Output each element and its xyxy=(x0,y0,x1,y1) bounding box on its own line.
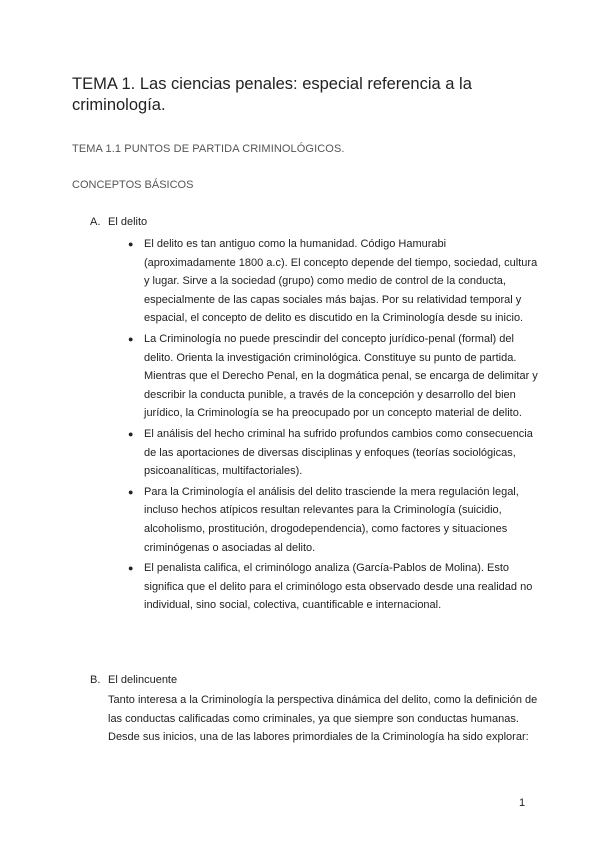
section-header xyxy=(90,671,540,689)
bullet-icon: ● xyxy=(128,563,134,574)
page-number: 1 xyxy=(519,797,526,809)
section-paragraph: Tanto interesa a la Criminología la perspectiva dinámica del delito, como la definición de las conductas calificadas como criminales, ya que siempre son conductas humanas. Desde sus inicios, una de las labores primordiales de la Criminología ha sido explorar: xyxy=(108,694,538,744)
section-heading: CONCEPTOS BÁSICOS xyxy=(72,179,194,191)
bullet-icon: ● xyxy=(128,428,134,439)
list-item: ● La Criminología no puede prescindir del concepto jurídico-penal (formal) del delito. Orienta la investigación criminológica. Constituye su punto de partida. Mientras que el Derecho Penal, en la dogmática penal, se encarga de delimitar y describir la conducta punible, a través de la concepción y desarrollo del bien jurídico, la Criminología se ha preocupado por un concepto material de delito. xyxy=(90,330,540,423)
section-header xyxy=(90,213,540,231)
bullet-icon: ● xyxy=(128,239,134,249)
list-item: ● El delito es tan antiguo como la humanidad. Código Hamurabi (aproximadamente 1800 a.c). El concepto depende del tiempo, sociedad, cultura y lugar. Sirve a la sociedad (grupo) como medio de control de la conducta, especialmente de las capas sociales más bajas. Por su relatividad temporal y espacial, el concepto de delito es discutido en la Criminología desde su inicio. xyxy=(90,235,540,328)
list-item: ● Para la Criminología el análisis del delito trasciende la mera regulación legal, incluso hechos atípicos resultan relevantes para la Criminología (suicidio, alcoholismo, prostitución, drogodependencia), como factores y situaciones criminógenas o asociadas al delito. xyxy=(90,483,540,557)
bullet-icon: ● xyxy=(128,333,134,344)
section-delito xyxy=(90,213,540,617)
section-title: El delito xyxy=(108,216,148,228)
bullet-icon: ● xyxy=(128,486,134,497)
subtitle: TEMA 1.1 PUNTOS DE PARTIDA CRIMINOLÓGICOS. xyxy=(72,143,345,155)
page-title: TEMA 1. Las ciencias penales: especial referencia a la criminología. xyxy=(72,75,472,114)
section-delincuente xyxy=(90,671,540,747)
section-letter: A. xyxy=(90,216,101,228)
bullet-list xyxy=(90,235,540,615)
list-item: ● El penalista califica, el criminólogo analiza (García-Pablos de Molina). Esto significa que el delito para el criminólogo esta observado desde una realidad no individual, sino social, colectiva, cuantificable e internacional. xyxy=(90,559,540,615)
section-letter: B. xyxy=(90,674,101,686)
section-title: El delincuente xyxy=(108,674,178,686)
list-item: ● El análisis del hecho criminal ha sufrido profundos cambios como consecuencia de las aportaciones de diversas disciplinas y enfoques (teorías sociológicas, psicoanalíticas, multifactoriales). xyxy=(90,425,540,481)
